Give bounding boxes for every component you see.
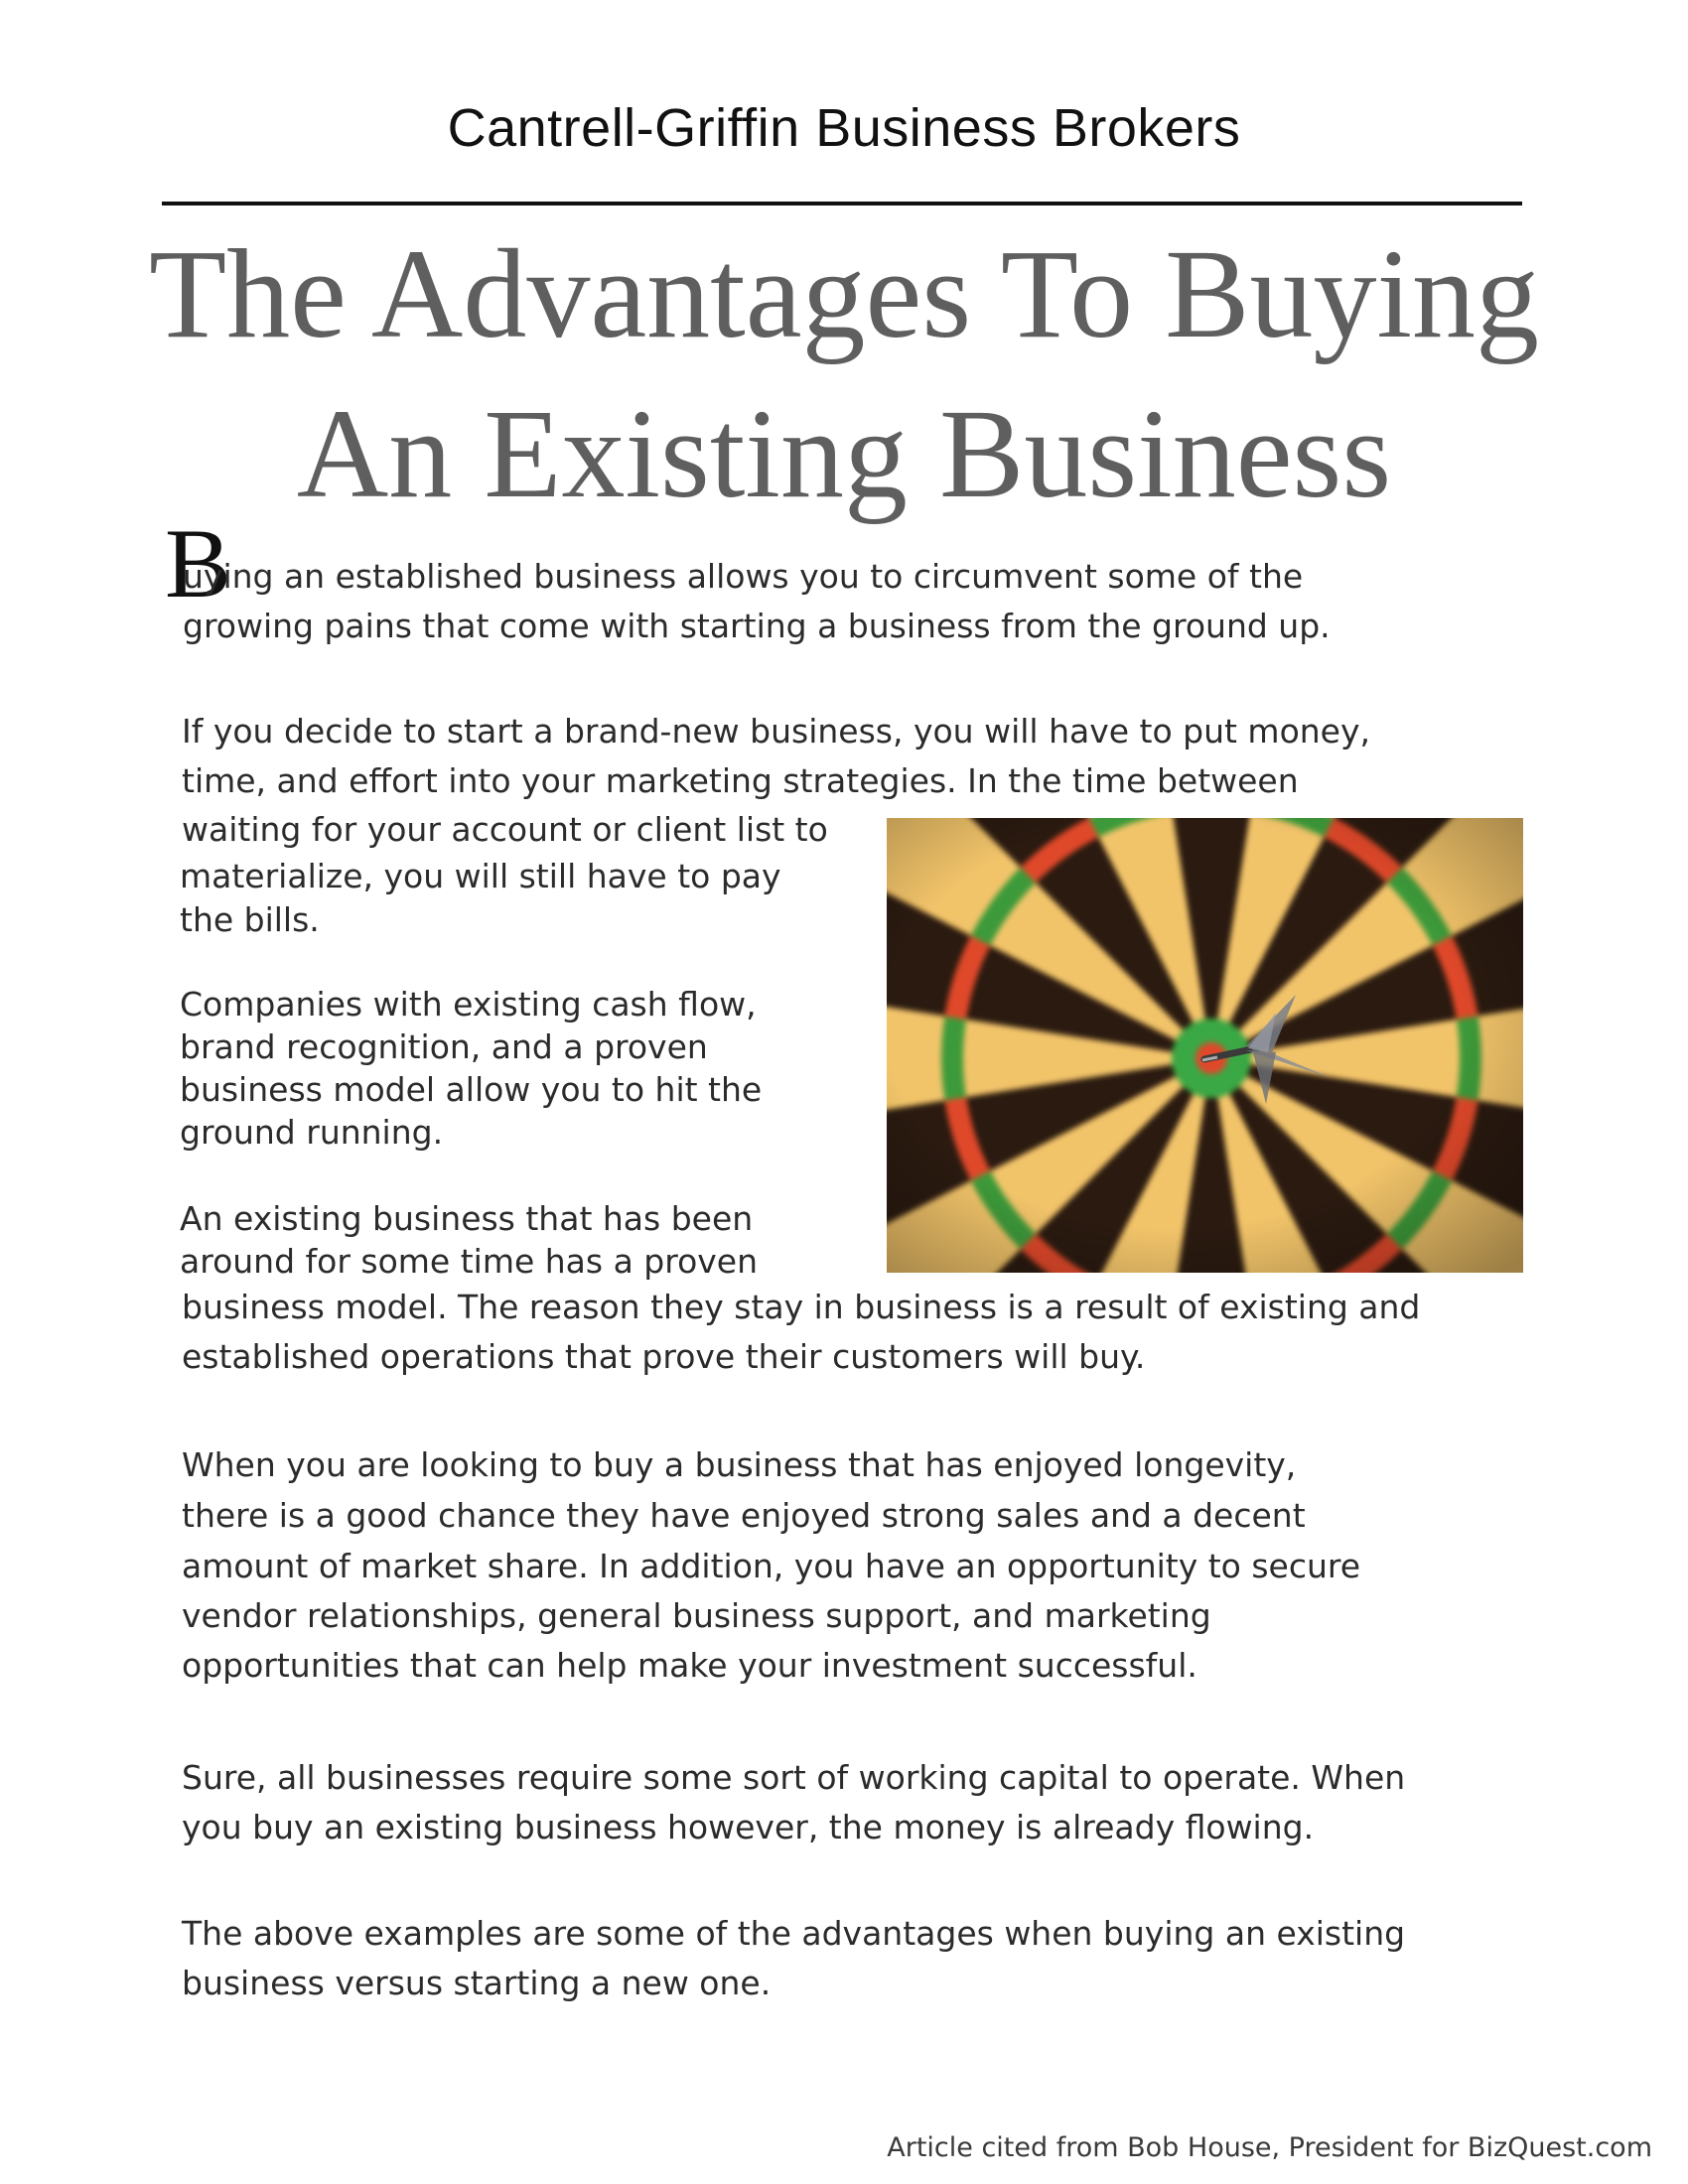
paragraph-longevity (182, 1440, 1360, 1691)
text-line: the bills. (180, 900, 320, 939)
text-line: uying an established business allows you to circumvent some of the (183, 557, 1304, 596)
text-line: opportunities that can help make your investment successful. (182, 1646, 1197, 1685)
paragraph-conclusion (182, 1909, 1405, 2008)
text-line: Companies with existing cash flow, (180, 985, 757, 1024)
text-line: brand recognition, and a proven (180, 1027, 708, 1066)
text-line: The above examples are some of the advantages when buying an existing (182, 1914, 1406, 1953)
text-line: An existing business that has been (180, 1199, 754, 1238)
paragraph-intro (183, 552, 1331, 651)
text-line: around for some time has a proven (180, 1242, 759, 1281)
article-title-line-2: An Existing Business (296, 383, 1392, 524)
text-line: Sure, all businesses require some sort of working capital to operate. When (182, 1758, 1406, 1797)
text-line: When you are looking to buy a business that has enjoyed longevity, (182, 1445, 1297, 1484)
text-line: time, and effort into your marketing strategies. In the time between (182, 761, 1299, 800)
footer-citation: Article cited from Bob House, President for BizQuest.com (887, 2132, 1652, 2163)
text-line: business model. The reason they stay in business is a result of existing and (182, 1288, 1421, 1326)
header-divider (162, 202, 1522, 205)
text-line: ground running. (180, 1113, 444, 1152)
text-line: you buy an existing business however, the money is already flowing. (182, 1808, 1315, 1846)
paragraph-cash-flow (180, 983, 762, 1154)
article-title-line-1: The Advantages To Buying (148, 223, 1540, 364)
drop-cap: B (165, 508, 231, 618)
company-name: Cantrell-Griffin Business Brokers (447, 98, 1241, 158)
dartboard-image (887, 818, 1523, 1273)
text-line: established operations that prove their customers will buy. (182, 1337, 1146, 1376)
text-line: business model allow you to hit the (180, 1070, 763, 1109)
text-line: waiting for your account or client list to (182, 810, 828, 849)
text-line: amount of market share. In addition, you have an opportunity to secure (182, 1547, 1361, 1585)
text-line: vendor relationships, general business support, and marketing (182, 1596, 1211, 1635)
text-line: If you decide to start a brand-new business, you will have to put money, (182, 712, 1371, 751)
text-line: growing pains that come with starting a business from the ground up. (183, 607, 1331, 645)
paragraph-working-capital (182, 1753, 1405, 1852)
text-line: materialize, you will still have to pay (180, 857, 781, 895)
text-line: business versus starting a new one. (182, 1964, 772, 2002)
text-line: there is a good chance they have enjoyed strong sales and a decent (182, 1496, 1306, 1535)
dartboard-icon (887, 818, 1523, 1273)
